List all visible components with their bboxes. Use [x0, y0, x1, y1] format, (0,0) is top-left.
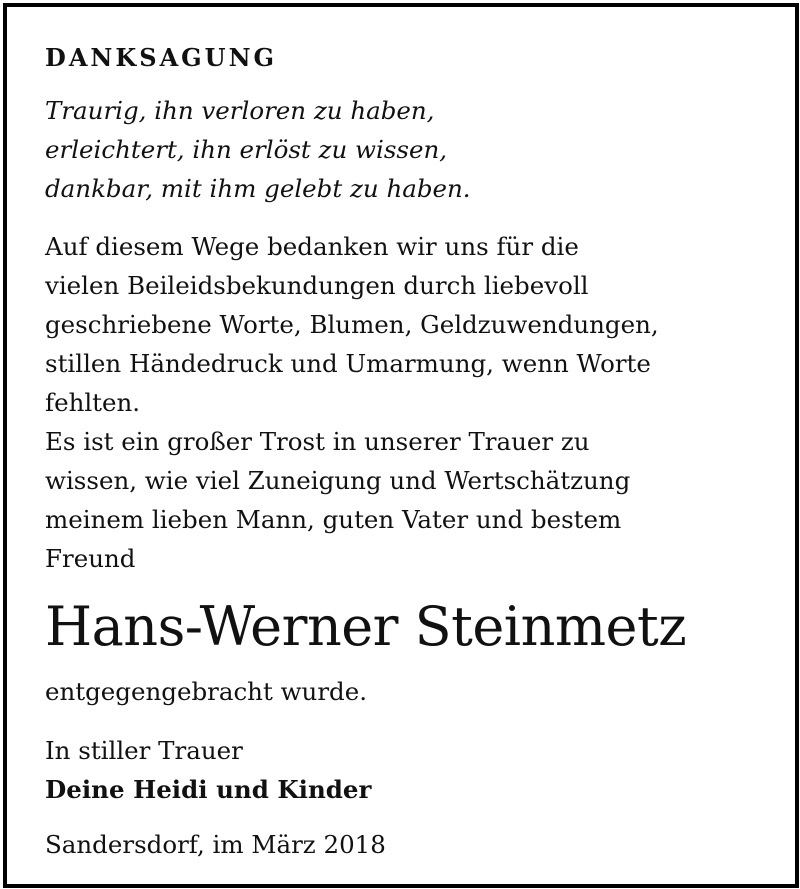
- body-line: meinem lieben Mann, guten Vater und bestem: [45, 505, 622, 534]
- body-line: wissen, wie viel Zuneigung und Wertschätzung: [45, 466, 631, 495]
- deceased-name: Hans-Werner Steinmetz: [45, 595, 687, 658]
- body-line: Auf diesem Wege bedanken wir uns für die: [45, 232, 579, 261]
- closing-text: entgegengebracht wurde.: [45, 677, 368, 706]
- notice-frame: [3, 3, 799, 888]
- poem-line: Traurig, ihn verloren zu haben,: [45, 96, 435, 125]
- body-line: vielen Beileidsbekundungen durch liebevoll: [45, 271, 589, 300]
- poem-line: dankbar, mit ihm gelebt zu haben.: [45, 174, 471, 203]
- body-line: Freund: [45, 544, 136, 573]
- signature: Deine Heidi und Kinder: [45, 775, 372, 804]
- notice-heading: DANKSAGUNG: [45, 43, 278, 72]
- poem-line: erleichtert, ihn erlöst zu wissen,: [45, 135, 448, 164]
- thank-you-text: [45, 227, 659, 578]
- mourning-line: In stiller Trauer: [45, 736, 243, 765]
- body-line: geschriebene Worte, Blumen, Geldzuwendungen,: [45, 310, 659, 339]
- body-line: stillen Händedruck und Umarmung, wenn Worte: [45, 349, 651, 378]
- body-line: fehlten.: [45, 388, 141, 417]
- poem: [45, 91, 471, 208]
- body-line: Es ist ein großer Trost in unserer Trauer zu: [45, 427, 590, 456]
- place-date: Sandersdorf, im März 2018: [45, 830, 386, 859]
